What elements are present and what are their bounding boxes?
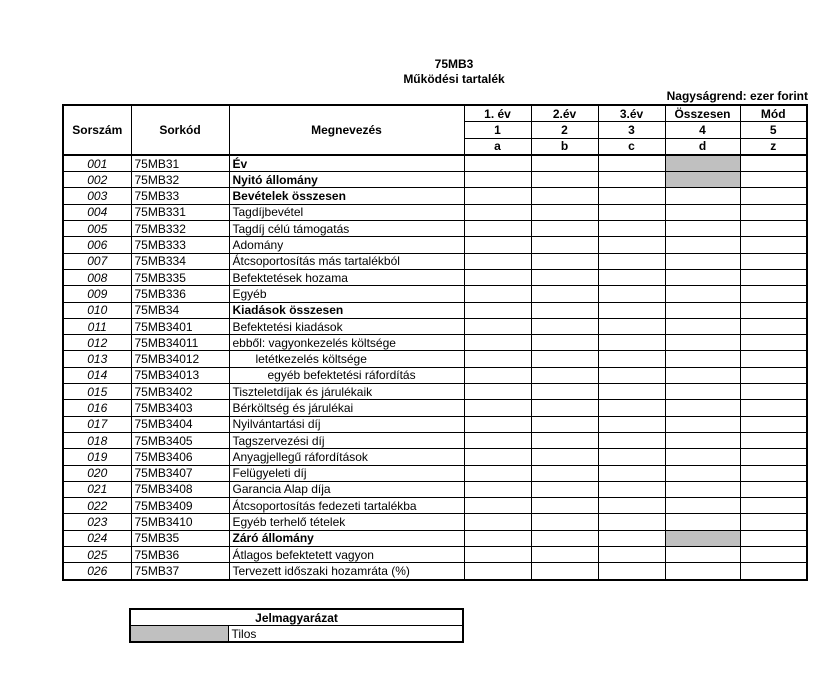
value-cell-year-3[interactable] xyxy=(598,432,665,448)
row-code: 75MB31 xyxy=(131,155,229,172)
value-cell-mod[interactable] xyxy=(740,351,807,367)
row-code: 75MB334 xyxy=(131,253,229,269)
value-cell-mod[interactable] xyxy=(740,384,807,400)
form-title: Működési tartalék xyxy=(403,72,505,86)
row-number: 001 xyxy=(63,155,131,172)
row-code: 75MB3402 xyxy=(131,384,229,400)
value-cell-mod[interactable] xyxy=(740,465,807,481)
header-number: 2 xyxy=(531,122,598,138)
value-cell-total[interactable] xyxy=(665,351,740,367)
header-year-2: 2.év xyxy=(531,105,598,122)
value-cell-year-2[interactable] xyxy=(531,302,598,318)
header-letter: b xyxy=(531,138,598,155)
value-cell-mod[interactable] xyxy=(740,237,807,253)
value-cell-mod[interactable] xyxy=(740,335,807,351)
row-code: 75MB3403 xyxy=(131,400,229,416)
value-cell-year-2[interactable] xyxy=(531,367,598,383)
row-number: 012 xyxy=(63,335,131,351)
header-sorszam: Sorszám xyxy=(63,105,131,155)
row-code: 75MB34013 xyxy=(131,367,229,383)
value-cell-year-3[interactable] xyxy=(598,318,665,334)
row-label: Garancia Alap díja xyxy=(229,481,464,497)
row-number: 009 xyxy=(63,286,131,302)
value-cell-mod[interactable] xyxy=(740,367,807,383)
value-cell-year-3[interactable] xyxy=(598,269,665,285)
value-cell-year-2[interactable] xyxy=(531,449,598,465)
value-cell-total[interactable] xyxy=(665,221,740,237)
header-letter: d xyxy=(665,138,740,155)
value-cell-year-1[interactable] xyxy=(464,384,531,400)
row-number: 006 xyxy=(63,237,131,253)
value-cell-year-1[interactable] xyxy=(464,335,531,351)
row-number: 014 xyxy=(63,367,131,383)
row-code: 75MB3408 xyxy=(131,481,229,497)
value-cell-year-2[interactable] xyxy=(531,172,598,188)
value-cell-year-1[interactable] xyxy=(464,514,531,530)
row-code: 75MB336 xyxy=(131,286,229,302)
value-cell-total[interactable] xyxy=(665,514,740,530)
value-cell-year-3[interactable] xyxy=(598,449,665,465)
table-row xyxy=(63,367,807,383)
table-row xyxy=(63,481,807,497)
row-code: 75MB3407 xyxy=(131,465,229,481)
value-cell-year-1[interactable] xyxy=(464,400,531,416)
value-cell-year-2[interactable] xyxy=(531,188,598,204)
value-cell-total[interactable] xyxy=(665,465,740,481)
value-cell-total[interactable] xyxy=(665,253,740,269)
row-code: 75MB34012 xyxy=(131,351,229,367)
value-cell-year-2[interactable] xyxy=(531,563,598,580)
data-table xyxy=(62,104,808,581)
value-cell-year-1[interactable] xyxy=(464,367,531,383)
header-total: Összesen xyxy=(665,105,740,122)
value-cell-year-2[interactable] xyxy=(531,465,598,481)
value-cell-year-3[interactable] xyxy=(598,155,665,172)
value-cell-year-1[interactable] xyxy=(464,237,531,253)
value-cell-mod[interactable] xyxy=(740,432,807,448)
row-code: 75MB3401 xyxy=(131,318,229,334)
row-label: Adomány xyxy=(229,237,464,253)
table-row xyxy=(63,221,807,237)
legend-title: Jelmagyarázat xyxy=(130,609,463,626)
value-cell-year-3[interactable] xyxy=(598,465,665,481)
table-row xyxy=(63,318,807,334)
table-row xyxy=(63,384,807,400)
row-code: 75MB3405 xyxy=(131,432,229,448)
row-label: Tervezett időszaki hozamráta (%) xyxy=(229,563,464,580)
value-cell-total xyxy=(665,155,740,172)
row-number: 026 xyxy=(63,563,131,580)
table-row xyxy=(63,269,807,285)
row-label: Nyitó állomány xyxy=(229,172,464,188)
value-cell-year-3[interactable] xyxy=(598,416,665,432)
header-number: 1 xyxy=(464,122,531,138)
table-row xyxy=(63,530,807,546)
value-cell-year-2[interactable] xyxy=(531,481,598,497)
row-label: Anyagjellegű ráfordítások xyxy=(229,449,464,465)
value-cell-year-1[interactable] xyxy=(464,318,531,334)
value-cell-year-1[interactable] xyxy=(464,204,531,220)
value-cell-year-1[interactable] xyxy=(464,465,531,481)
value-cell-year-3[interactable] xyxy=(598,302,665,318)
row-label: Kiadások összesen xyxy=(229,302,464,318)
row-number: 019 xyxy=(63,449,131,465)
value-cell-year-3[interactable] xyxy=(598,204,665,220)
value-cell-year-1[interactable] xyxy=(464,188,531,204)
value-cell-year-2[interactable] xyxy=(531,269,598,285)
value-cell-mod[interactable] xyxy=(740,547,807,563)
value-cell-year-1[interactable] xyxy=(464,449,531,465)
header-letter: z xyxy=(740,138,807,155)
legend-grey-swatch xyxy=(130,626,228,643)
table-row xyxy=(63,416,807,432)
value-cell-year-3[interactable] xyxy=(598,384,665,400)
value-cell-mod[interactable] xyxy=(740,253,807,269)
row-label: Nyilvántartási díj xyxy=(229,416,464,432)
row-number: 008 xyxy=(63,269,131,285)
value-cell-year-2[interactable] xyxy=(531,514,598,530)
row-label: Tiszteletdíjak és járulékaik xyxy=(229,384,464,400)
row-label: Tagszervezési díj xyxy=(229,432,464,448)
value-cell-year-2[interactable] xyxy=(531,530,598,546)
row-label: Felügyeleti díj xyxy=(229,465,464,481)
value-cell-mod[interactable] xyxy=(740,563,807,580)
header-megnevezes: Megnevezés xyxy=(229,105,464,155)
value-cell-year-3[interactable] xyxy=(598,188,665,204)
table-row xyxy=(63,498,807,514)
row-label: Év xyxy=(229,155,464,172)
value-cell-mod[interactable] xyxy=(740,286,807,302)
value-cell-year-1[interactable] xyxy=(464,172,531,188)
header-year-1: 1. év xyxy=(464,105,531,122)
value-cell-total xyxy=(665,530,740,546)
row-code: 75MB32 xyxy=(131,172,229,188)
header-letter: a xyxy=(464,138,531,155)
value-cell-year-2[interactable] xyxy=(531,416,598,432)
row-label: Egyéb xyxy=(229,286,464,302)
row-number: 010 xyxy=(63,302,131,318)
row-label: Befektetési kiadások xyxy=(229,318,464,334)
value-cell-year-2[interactable] xyxy=(531,286,598,302)
value-cell-year-3[interactable] xyxy=(598,172,665,188)
row-label: Bérköltség és járulékai xyxy=(229,400,464,416)
value-cell-year-1[interactable] xyxy=(464,432,531,448)
row-number: 025 xyxy=(63,547,131,563)
row-code: 75MB3410 xyxy=(131,514,229,530)
value-cell-year-2[interactable] xyxy=(531,237,598,253)
row-number: 022 xyxy=(63,498,131,514)
row-label: Befektetések hozama xyxy=(229,269,464,285)
value-cell-mod[interactable] xyxy=(740,530,807,546)
value-cell-year-1[interactable] xyxy=(464,302,531,318)
value-cell-mod[interactable] xyxy=(740,498,807,514)
value-cell-total[interactable] xyxy=(665,547,740,563)
value-cell-year-1[interactable] xyxy=(464,530,531,546)
value-cell-year-3[interactable] xyxy=(598,286,665,302)
row-label: Átcsoportosítás fedezeti tartalékba xyxy=(229,498,464,514)
table-row xyxy=(63,563,807,580)
row-label: Átcsoportosítás más tartalékból xyxy=(229,253,464,269)
value-cell-mod[interactable] xyxy=(740,221,807,237)
row-number: 021 xyxy=(63,481,131,497)
value-cell-year-1[interactable] xyxy=(464,547,531,563)
value-cell-year-3[interactable] xyxy=(598,498,665,514)
row-label: Egyéb terhelő tételek xyxy=(229,514,464,530)
value-cell-year-3[interactable] xyxy=(598,335,665,351)
table-row xyxy=(63,351,807,367)
value-cell-total[interactable] xyxy=(665,318,740,334)
value-cell-year-2[interactable] xyxy=(531,400,598,416)
table-row xyxy=(63,204,807,220)
header-letter: c xyxy=(598,138,665,155)
row-label: Tagdíj célú támogatás xyxy=(229,221,464,237)
value-cell-year-3[interactable] xyxy=(598,253,665,269)
header-number: 3 xyxy=(598,122,665,138)
value-cell-year-3[interactable] xyxy=(598,563,665,580)
row-number: 007 xyxy=(63,253,131,269)
row-code: 75MB3409 xyxy=(131,498,229,514)
value-cell-mod[interactable] xyxy=(740,416,807,432)
row-label: Átlagos befektetett vagyon xyxy=(229,547,464,563)
value-cell-total[interactable] xyxy=(665,449,740,465)
row-code: 75MB37 xyxy=(131,563,229,580)
row-label: Tagdíjbevétel xyxy=(229,204,464,220)
value-cell-total[interactable] xyxy=(665,432,740,448)
value-cell-year-3[interactable] xyxy=(598,530,665,546)
row-code: 75MB33 xyxy=(131,188,229,204)
value-cell-year-2[interactable] xyxy=(531,221,598,237)
row-label: Bevételek összesen xyxy=(229,188,464,204)
value-cell-year-2[interactable] xyxy=(531,155,598,172)
row-number: 002 xyxy=(63,172,131,188)
value-cell-year-2[interactable] xyxy=(531,335,598,351)
row-number: 016 xyxy=(63,400,131,416)
table-row xyxy=(63,335,807,351)
row-code: 75MB3406 xyxy=(131,449,229,465)
value-cell-mod[interactable] xyxy=(740,172,807,188)
value-cell-year-2[interactable] xyxy=(531,351,598,367)
header-mod: Mód xyxy=(740,105,807,122)
table-row xyxy=(63,465,807,481)
row-code: 75MB3404 xyxy=(131,416,229,432)
row-number: 003 xyxy=(63,188,131,204)
value-cell-year-1[interactable] xyxy=(464,351,531,367)
table-row xyxy=(63,253,807,269)
value-cell-mod[interactable] xyxy=(740,204,807,220)
table-row xyxy=(63,547,807,563)
legend-table xyxy=(129,608,464,643)
value-cell-year-2[interactable] xyxy=(531,432,598,448)
value-cell-mod[interactable] xyxy=(740,400,807,416)
value-cell-year-3[interactable] xyxy=(598,481,665,497)
row-number: 020 xyxy=(63,465,131,481)
value-cell-mod[interactable] xyxy=(740,155,807,172)
row-code: 75MB36 xyxy=(131,547,229,563)
row-code: 75MB332 xyxy=(131,221,229,237)
value-cell-year-2[interactable] xyxy=(531,547,598,563)
value-cell-year-1[interactable] xyxy=(464,221,531,237)
row-number: 004 xyxy=(63,204,131,220)
value-cell-year-2[interactable] xyxy=(531,318,598,334)
value-cell-year-3[interactable] xyxy=(598,367,665,383)
value-cell-mod[interactable] xyxy=(740,188,807,204)
value-cell-total[interactable] xyxy=(665,237,740,253)
value-cell-mod[interactable] xyxy=(740,481,807,497)
legend-item-label: Tilos xyxy=(228,626,463,643)
row-number: 018 xyxy=(63,432,131,448)
table-row xyxy=(63,237,807,253)
value-cell-mod[interactable] xyxy=(740,269,807,285)
row-number: 011 xyxy=(63,318,131,334)
row-code: 75MB333 xyxy=(131,237,229,253)
value-cell-year-2[interactable] xyxy=(531,253,598,269)
value-cell-year-2[interactable] xyxy=(531,498,598,514)
value-cell-total[interactable] xyxy=(665,188,740,204)
value-cell-year-3[interactable] xyxy=(598,351,665,367)
table-row xyxy=(63,172,807,188)
value-cell-mod[interactable] xyxy=(740,318,807,334)
row-number: 005 xyxy=(63,221,131,237)
value-cell-year-3[interactable] xyxy=(598,400,665,416)
value-cell-mod[interactable] xyxy=(740,302,807,318)
value-cell-total xyxy=(665,172,740,188)
header-number: 5 xyxy=(740,122,807,138)
value-cell-mod[interactable] xyxy=(740,514,807,530)
row-number: 023 xyxy=(63,514,131,530)
value-cell-total[interactable] xyxy=(665,498,740,514)
value-cell-total[interactable] xyxy=(665,563,740,580)
row-label: ebből: vagyonkezelés költsége xyxy=(229,335,464,351)
value-cell-year-1[interactable] xyxy=(464,481,531,497)
table-row xyxy=(63,449,807,465)
row-code: 75MB34011 xyxy=(131,335,229,351)
value-cell-year-1[interactable] xyxy=(464,286,531,302)
value-cell-year-1[interactable] xyxy=(464,155,531,172)
table-body xyxy=(63,155,807,580)
row-number: 024 xyxy=(63,530,131,546)
value-cell-year-3[interactable] xyxy=(598,514,665,530)
value-cell-year-3[interactable] xyxy=(598,221,665,237)
row-label: egyéb befektetési ráfordítás xyxy=(229,367,464,383)
value-cell-year-1[interactable] xyxy=(464,416,531,432)
row-code: 75MB331 xyxy=(131,204,229,220)
table-row xyxy=(63,432,807,448)
row-number: 015 xyxy=(63,384,131,400)
row-code: 75MB335 xyxy=(131,269,229,285)
header-sorkod: Sorkód xyxy=(131,105,229,155)
value-cell-total[interactable] xyxy=(665,269,740,285)
value-cell-year-2[interactable] xyxy=(531,204,598,220)
row-number: 013 xyxy=(63,351,131,367)
row-label: letétkezelés költsége xyxy=(229,351,464,367)
unit-label: Nagyságrend: ezer forint xyxy=(666,89,808,103)
row-label: Záró állomány xyxy=(229,530,464,546)
value-cell-total[interactable] xyxy=(665,302,740,318)
value-cell-total[interactable] xyxy=(665,416,740,432)
row-code: 75MB35 xyxy=(131,530,229,546)
value-cell-total[interactable] xyxy=(665,481,740,497)
value-cell-year-3[interactable] xyxy=(598,237,665,253)
value-cell-total[interactable] xyxy=(665,286,740,302)
value-cell-total[interactable] xyxy=(665,384,740,400)
table-row xyxy=(63,188,807,204)
value-cell-mod[interactable] xyxy=(740,449,807,465)
value-cell-year-2[interactable] xyxy=(531,384,598,400)
value-cell-year-1[interactable] xyxy=(464,253,531,269)
value-cell-total[interactable] xyxy=(665,367,740,383)
row-number: 017 xyxy=(63,416,131,432)
header-year-3: 3.év xyxy=(598,105,665,122)
table-row xyxy=(63,302,807,318)
value-cell-year-1[interactable] xyxy=(464,269,531,285)
table-row xyxy=(63,514,807,530)
table-row xyxy=(63,286,807,302)
form-code: 75MB3 xyxy=(434,57,474,71)
header-number: 4 xyxy=(665,122,740,138)
value-cell-total[interactable] xyxy=(665,400,740,416)
value-cell-year-1[interactable] xyxy=(464,563,531,580)
value-cell-year-1[interactable] xyxy=(464,498,531,514)
row-code: 75MB34 xyxy=(131,302,229,318)
table-row xyxy=(63,400,807,416)
value-cell-total[interactable] xyxy=(665,204,740,220)
table-row xyxy=(63,155,807,172)
value-cell-year-3[interactable] xyxy=(598,547,665,563)
value-cell-total[interactable] xyxy=(665,335,740,351)
